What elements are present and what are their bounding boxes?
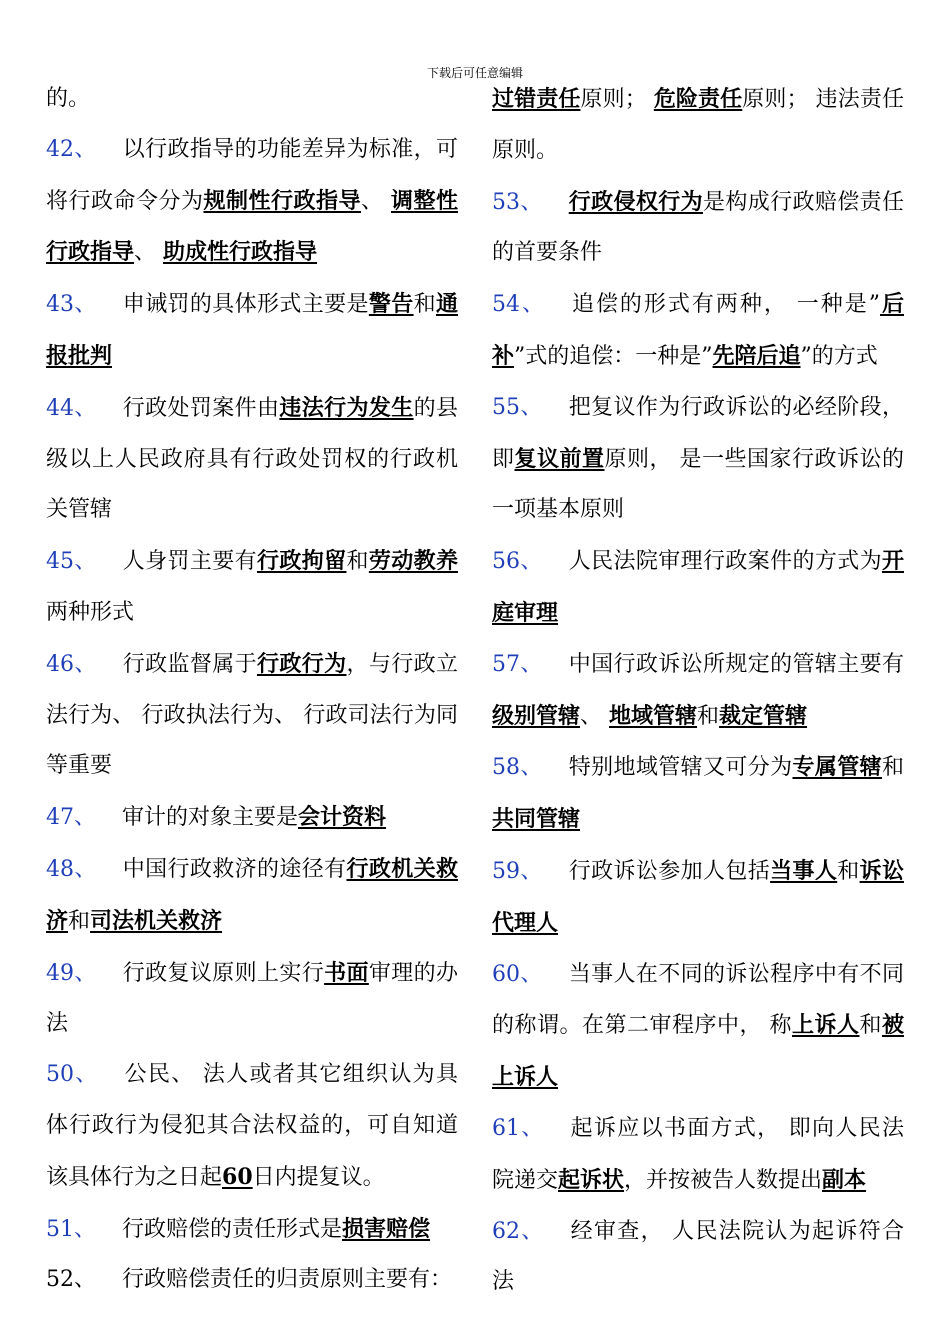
- answer-term: 共同管辖: [492, 806, 581, 833]
- question-item: [492, 846, 904, 950]
- question-item: [492, 1104, 904, 1207]
- question-text: 以行政指导的功能差异为标准，可将行政命令分为: [46, 136, 458, 214]
- answer-term: 行政拘留: [256, 548, 347, 575]
- question-text: 原则， 是一些国家行政诉讼的一项基本原则: [492, 446, 904, 523]
- question-number: 47、: [46, 805, 96, 831]
- answer-term: 过错责任: [492, 86, 581, 112]
- question-item: [492, 1207, 904, 1309]
- question-item: [46, 279, 458, 383]
- answer-term: 司法机关救济: [90, 907, 223, 934]
- question-text: 日内提复议。: [252, 1164, 385, 1190]
- question-text: 中国行政诉讼所规定的管辖主要有: [568, 651, 904, 677]
- question-item: [46, 1204, 458, 1256]
- question-text: 和: [881, 755, 904, 781]
- question-item: [46, 74, 458, 125]
- answer-term: 行政侵权行为: [568, 188, 703, 215]
- question-text: 特别地域管辖又可分为: [568, 755, 793, 781]
- question-item: [492, 279, 904, 383]
- question-text: 公民、 法人或者其它组织认为具体行政行为侵犯其合法权益的，可自知道该具体行为之日起: [46, 1062, 458, 1190]
- answer-term: 会计资料: [298, 804, 387, 831]
- page-header: 下载后可任意编辑: [426, 66, 523, 80]
- question-text: 行政监督属于: [122, 651, 257, 677]
- answer-term: 副本: [822, 1166, 867, 1193]
- question-item: [492, 383, 904, 536]
- answer-term: 被上诉人: [492, 1012, 904, 1091]
- question-number: 55、: [492, 394, 543, 420]
- question-text: 经审查， 人民法院认为起诉符合法: [492, 1218, 904, 1295]
- answer-term: 上诉人: [791, 1012, 860, 1039]
- answer-term: 书面: [324, 959, 369, 986]
- question-number: 49、: [46, 960, 97, 986]
- question-item: [492, 74, 904, 177]
- question-text: 和: [413, 292, 436, 318]
- answer-term: 起诉状: [558, 1166, 625, 1193]
- question-text: ”式的追偿：一种是”: [514, 343, 713, 369]
- question-number: 46、: [46, 651, 97, 677]
- question-text: 人身罚主要有: [122, 549, 257, 575]
- question-number: 58、: [492, 755, 543, 781]
- question-item: [492, 742, 904, 846]
- question-text: 起诉应以书面方式， 即向人民法院递交: [492, 1115, 904, 1193]
- answer-term: 违法行为发生: [279, 394, 414, 421]
- question-text: 原则； 违法责任原则。: [492, 87, 904, 163]
- question-number: 61、: [492, 1115, 545, 1141]
- question-number: 62、: [492, 1218, 545, 1244]
- question-text: 原则；: [580, 87, 654, 112]
- question-item: [46, 1050, 458, 1203]
- answer-term: 60: [222, 1163, 253, 1190]
- question-item: [492, 536, 904, 640]
- question-text: 当事人在不同的诉讼程序中有不同的称谓。在第二审程序中， 称: [492, 961, 904, 1039]
- question-number: 48、: [46, 856, 97, 882]
- question-text: 中国行政救济的途径有: [122, 856, 347, 882]
- answer-term: 当事人: [770, 857, 838, 884]
- question-number: 52、: [46, 1267, 96, 1293]
- question-number: 57、: [492, 651, 543, 677]
- answer-term: 行政机关救济: [46, 855, 458, 934]
- question-text: 、: [580, 703, 610, 729]
- answer-term: 专属管辖: [792, 754, 882, 781]
- answer-term: 助成性行政指导: [163, 239, 318, 266]
- left-column: [46, 74, 458, 1306]
- answer-term: 先陪后追: [712, 342, 801, 369]
- answer-term: 警告: [368, 291, 414, 318]
- question-number: 60、: [492, 961, 543, 987]
- question-text: 把复议作为行政诉讼的必经阶段，即: [492, 394, 904, 472]
- answer-term: 裁定管辖: [719, 702, 808, 729]
- question-text: 行政诉讼参加人包括: [568, 858, 771, 884]
- question-text: 的县级以上人民政府具有行政处罚权的行政机关管辖: [46, 395, 458, 523]
- question-item: [46, 844, 458, 948]
- question-number: 50、: [46, 1062, 99, 1088]
- question-number: 53、: [492, 189, 543, 215]
- question-text: 和: [68, 908, 91, 934]
- question-text: ，与行政立法行为、 行政执法行为、 行政司法行为同等重要: [46, 651, 458, 779]
- question-text: 和: [346, 549, 369, 575]
- question-text: 、: [134, 240, 164, 266]
- question-number: 56、: [492, 549, 543, 575]
- question-text: 和: [859, 1013, 882, 1039]
- question-text: 审理的办法: [46, 960, 458, 1037]
- question-item: [46, 125, 458, 279]
- question-text: 、: [360, 188, 391, 214]
- answer-term: 行政行为: [256, 650, 347, 677]
- question-number: 45、: [46, 549, 97, 575]
- answer-term: 诉讼代理人: [492, 857, 904, 936]
- question-text: 的。: [46, 86, 91, 111]
- question-text: 行政赔偿的责任形式是: [122, 1216, 343, 1242]
- right-column: [492, 74, 904, 1308]
- question-text: 行政复议原则上实行: [122, 960, 325, 986]
- question-text: 两种形式: [46, 599, 135, 625]
- question-number: 54、: [492, 292, 546, 318]
- question-item: [46, 948, 458, 1051]
- question-item: [46, 639, 458, 792]
- question-number: 51、: [46, 1216, 96, 1242]
- question-item: [492, 950, 904, 1104]
- question-text: ，并按被告人数提出: [624, 1167, 823, 1193]
- question-text: 是构成行政赔偿责任的首要条件: [492, 189, 904, 266]
- question-text: 申诫罚的具体形式主要是: [122, 292, 369, 318]
- question-item: [46, 383, 458, 536]
- answer-term: 复议前置: [514, 445, 605, 472]
- question-number: 44、: [46, 395, 97, 421]
- question-item: [492, 640, 904, 743]
- question-text: 审计的对象主要是: [122, 805, 299, 831]
- question-item: [492, 177, 904, 280]
- question-number: 42、: [46, 136, 97, 162]
- question-text: 和: [697, 703, 720, 729]
- answer-term: 级别管辖: [492, 702, 581, 729]
- question-text: 人民法院审理行政案件的方式为: [568, 549, 882, 575]
- answer-term: 规制性行政指导: [203, 187, 361, 214]
- question-text: 和: [837, 858, 860, 884]
- answer-term: 调整性行政指导: [46, 187, 458, 266]
- question-item: [46, 1255, 458, 1306]
- answer-term: 地域管辖: [609, 702, 698, 729]
- question-text: 行政处罚案件由: [122, 395, 280, 421]
- question-number: 59、: [492, 858, 543, 884]
- question-number: 43、: [46, 292, 97, 318]
- answer-term: 危险责任: [653, 86, 743, 112]
- question-text: 行政赔偿责任的归责原则主要有：: [122, 1267, 453, 1293]
- answer-term: 通报批判: [46, 291, 458, 369]
- answer-term: 后补: [492, 291, 904, 369]
- answer-term: 损害赔偿: [342, 1215, 431, 1242]
- question-item: [46, 792, 458, 844]
- question-item: [46, 536, 458, 639]
- answer-term: 开庭审理: [492, 548, 904, 626]
- question-text: 追偿的形式有两种， 一种是”: [571, 292, 880, 318]
- answer-term: 劳动教养: [368, 548, 458, 575]
- question-text: ”的方式: [800, 343, 878, 369]
